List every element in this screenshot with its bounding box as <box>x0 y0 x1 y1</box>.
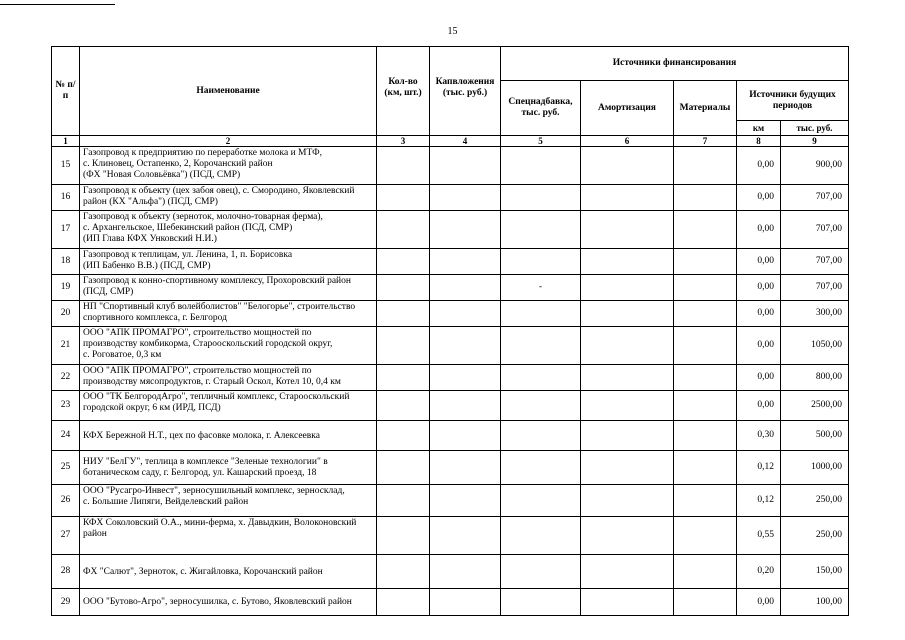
row-capex <box>430 249 501 275</box>
table-row <box>52 391 849 421</box>
row-name <box>80 275 377 301</box>
row-name <box>80 451 377 485</box>
row-name-line: (ПСД, СМР) <box>83 287 134 297</box>
row-name-line: городской округ, 6 км (ИРД, ПСД) <box>83 403 221 413</box>
row-materials <box>674 327 737 365</box>
row-km: 0,00 <box>737 249 781 275</box>
row-km: 0,55 <box>737 517 781 555</box>
row-number: 21 <box>52 327 80 365</box>
row-rub: 707,00 <box>781 249 849 275</box>
top-rule <box>0 4 115 5</box>
table-row <box>52 249 849 275</box>
row-rub: 300,00 <box>781 301 849 327</box>
row-name <box>80 365 377 391</box>
table-row <box>52 301 849 327</box>
row-capex <box>430 327 501 365</box>
row-rub: 1000,00 <box>781 451 849 485</box>
row-capex <box>430 485 501 517</box>
row-amort <box>581 391 674 421</box>
row-qty <box>377 517 430 555</box>
row-name-line: ООО "АПК ПРОМАГРО", строительство мощностей по <box>83 328 312 338</box>
row-special <box>501 185 581 211</box>
col-number: 5 <box>501 136 581 147</box>
row-amort <box>581 301 674 327</box>
row-qty <box>377 555 430 589</box>
row-capex <box>430 147 501 185</box>
row-special <box>501 589 581 616</box>
row-amort <box>581 451 674 485</box>
header-capex: Капвложения (тыс. руб.) <box>430 47 501 136</box>
row-km: 0,30 <box>737 421 781 451</box>
row-capex <box>430 517 501 555</box>
row-special <box>501 147 581 185</box>
row-materials <box>674 185 737 211</box>
row-capex <box>430 185 501 211</box>
row-number: 15 <box>52 147 80 185</box>
row-special <box>501 451 581 485</box>
row-km: 0,12 <box>737 451 781 485</box>
row-materials <box>674 275 737 301</box>
row-number: 29 <box>52 589 80 616</box>
header-materials: Материалы <box>674 81 737 136</box>
row-amort <box>581 147 674 185</box>
table-row <box>52 555 849 589</box>
row-rub: 500,00 <box>781 421 849 451</box>
row-rub: 800,00 <box>781 365 849 391</box>
row-name-line: КФХ Бережной Н.Т., цех по фасовке молока, г. Алексеевка <box>83 430 320 441</box>
row-name <box>80 249 377 275</box>
row-name <box>80 327 377 365</box>
row-qty <box>377 147 430 185</box>
row-name <box>80 421 377 451</box>
row-capex <box>430 421 501 451</box>
row-materials <box>674 147 737 185</box>
row-qty <box>377 421 430 451</box>
row-materials <box>674 589 737 616</box>
row-number: 25 <box>52 451 80 485</box>
row-special <box>501 327 581 365</box>
header-amort: Амортизация <box>581 81 674 136</box>
row-qty <box>377 327 430 365</box>
header-future: Источники будущих периодов <box>737 81 849 121</box>
row-capex <box>430 555 501 589</box>
row-name-line: ООО "Бутово-Агро", зерносушилка, с. Бутово, Яковлевский район <box>83 597 352 607</box>
row-amort <box>581 555 674 589</box>
row-name <box>80 589 377 616</box>
row-name <box>80 485 377 517</box>
row-rub: 1050,00 <box>781 327 849 365</box>
row-name-line: Газопровод к объекту (цех забоя овец), с. Смородино, Яковлевский <box>83 186 355 196</box>
row-name-line: район (КХ "Альфа") (ПСД, СМР) <box>83 197 218 207</box>
row-amort <box>581 365 674 391</box>
table-row <box>52 275 849 301</box>
row-special <box>501 391 581 421</box>
row-number: 22 <box>52 365 80 391</box>
row-amort <box>581 249 674 275</box>
row-special <box>501 421 581 451</box>
row-special <box>501 555 581 589</box>
row-name-line: ООО "АПК ПРОМАГРО", строительство мощностей по <box>83 366 312 376</box>
row-amort <box>581 589 674 616</box>
row-materials <box>674 249 737 275</box>
row-capex <box>430 451 501 485</box>
row-name-line: НИУ "БелГУ", теплица в комплексе "Зеленые технологии" в <box>83 457 328 467</box>
row-name-line: производству комбикорма, Старооскольский городской округ, <box>83 339 333 349</box>
row-name-line: КФХ Соколовский О.А., мини-ферма, х. Давыдкин, Волоконовский <box>83 518 357 528</box>
row-rub: 2500,00 <box>781 391 849 421</box>
row-materials <box>674 421 737 451</box>
header-special: Спецнадбавка, тыс. руб. <box>501 81 581 136</box>
row-name <box>80 555 377 589</box>
row-number: 17 <box>52 211 80 249</box>
row-number: 19 <box>52 275 80 301</box>
row-rub: 900,00 <box>781 147 849 185</box>
row-km: 0,00 <box>737 589 781 616</box>
row-km: 0,00 <box>737 327 781 365</box>
row-name <box>80 391 377 421</box>
row-materials <box>674 517 737 555</box>
row-name <box>80 301 377 327</box>
row-name-line: ФХ "Салют", Зерноток, с. Жигайловка, Корочанский район <box>83 566 323 577</box>
row-amort <box>581 517 674 555</box>
row-qty <box>377 589 430 616</box>
row-km: 0,12 <box>737 485 781 517</box>
col-number: 2 <box>80 136 377 147</box>
table-row <box>52 451 849 485</box>
row-name-line: Газопровод к конно-спортивному комплексу, Прохоровский район <box>83 276 351 286</box>
row-qty <box>377 211 430 249</box>
row-special <box>501 301 581 327</box>
row-materials <box>674 391 737 421</box>
row-name-line: (ИП Бабенко В.В.) (ПСД, СМР) <box>83 261 211 271</box>
header-num: № п/п <box>52 47 80 136</box>
col-number: 7 <box>674 136 737 147</box>
row-km: 0,00 <box>737 147 781 185</box>
row-rub: 707,00 <box>781 211 849 249</box>
row-name-line: ООО "ТК БелгородАгро", тепличный комплекс, Старооскольский <box>83 392 350 402</box>
row-km: 0,00 <box>737 185 781 211</box>
row-amort <box>581 485 674 517</box>
table-row <box>52 421 849 451</box>
col-number: 1 <box>52 136 80 147</box>
row-number: 20 <box>52 301 80 327</box>
row-number: 23 <box>52 391 80 421</box>
row-rub: 100,00 <box>781 589 849 616</box>
row-name-line: производству мясопродуктов, г. Старый Оскол, Котел 10, 0,4 км <box>83 377 341 387</box>
row-km: 0,00 <box>737 275 781 301</box>
row-qty <box>377 275 430 301</box>
row-km: 0,00 <box>737 365 781 391</box>
header-rub: тыс. руб. <box>781 121 849 136</box>
row-km: 0,00 <box>737 211 781 249</box>
row-name-line: ботаническом саду, г. Белгород, ул. Кашарский проезд, 18 <box>83 468 317 478</box>
row-name-line: Газопровод к теплицам, ул. Ленина, 1, п. Борисовка <box>83 250 293 260</box>
table-row <box>52 211 849 249</box>
row-qty <box>377 451 430 485</box>
table-row <box>52 589 849 616</box>
row-materials <box>674 485 737 517</box>
row-number: 26 <box>52 485 80 517</box>
row-km: 0,00 <box>737 301 781 327</box>
row-name-line: (ИП Глава КФХ Унковский Н.И.) <box>83 234 217 244</box>
table-row <box>52 185 849 211</box>
row-qty <box>377 301 430 327</box>
row-capex <box>430 211 501 249</box>
row-number: 27 <box>52 517 80 555</box>
row-name-line: с. Архангельское, Шебекинский район (ПСД, СМР) <box>83 223 293 233</box>
col-number: 6 <box>581 136 674 147</box>
row-name-line: с. Клиновец, Остапенко, 2, Корочанский район <box>83 159 273 169</box>
col-number: 9 <box>781 136 849 147</box>
table-row <box>52 365 849 391</box>
row-capex <box>430 365 501 391</box>
row-name-line: ООО "Русагро-Инвест", зерносушильный комплекс, зерносклад, <box>83 486 345 496</box>
header-funding: Источники финансирования <box>501 47 849 81</box>
row-number: 24 <box>52 421 80 451</box>
row-name-line: Газопровод к предприятию по переработке молока и МТФ, <box>83 148 322 158</box>
row-capex <box>430 589 501 616</box>
row-number: 18 <box>52 249 80 275</box>
row-materials <box>674 451 737 485</box>
row-name-line: район <box>83 529 107 539</box>
row-special <box>501 249 581 275</box>
header-name: Наименование <box>80 47 377 136</box>
row-amort <box>581 275 674 301</box>
row-number: 28 <box>52 555 80 589</box>
row-materials <box>674 555 737 589</box>
row-name-line: НП "Спортивный клуб волейболистов" "Белогорье", строительство <box>83 302 356 312</box>
row-qty <box>377 365 430 391</box>
row-rub: 250,00 <box>781 517 849 555</box>
row-name <box>80 211 377 249</box>
row-amort <box>581 327 674 365</box>
row-name-line: (ФХ "Новая Соловьёвка") (ПСД, СМР) <box>83 170 241 180</box>
row-amort <box>581 421 674 451</box>
row-special <box>501 211 581 249</box>
funding-table <box>51 46 849 616</box>
row-special <box>501 517 581 555</box>
row-qty <box>377 485 430 517</box>
row-capex <box>430 275 501 301</box>
row-name <box>80 147 377 185</box>
table-row <box>52 147 849 185</box>
table-row <box>52 327 849 365</box>
row-name-line: Газопровод к объекту (зерноток, молочно-товарная ферма), <box>83 212 323 222</box>
row-name-line: с. Роговатое, 0,3 км <box>83 350 162 360</box>
row-name <box>80 517 377 555</box>
row-capex <box>430 391 501 421</box>
row-rub: 250,00 <box>781 485 849 517</box>
row-special: - <box>501 275 581 301</box>
row-amort <box>581 211 674 249</box>
row-special <box>501 485 581 517</box>
col-number: 4 <box>430 136 501 147</box>
row-name <box>80 185 377 211</box>
row-name-line: спортивного комплекса, г. Белгород <box>83 313 227 323</box>
row-qty <box>377 391 430 421</box>
row-capex <box>430 301 501 327</box>
table-row <box>52 485 849 517</box>
header-km: км <box>737 121 781 136</box>
col-number: 3 <box>377 136 430 147</box>
row-rub: 707,00 <box>781 275 849 301</box>
row-name-line: с. Большие Липяги, Вейделевский район <box>83 497 249 507</box>
row-km: 0,00 <box>737 391 781 421</box>
row-qty <box>377 185 430 211</box>
row-amort <box>581 185 674 211</box>
row-materials <box>674 211 737 249</box>
row-km: 0,20 <box>737 555 781 589</box>
page-number: 15 <box>447 26 458 37</box>
table-row <box>52 517 849 555</box>
col-number: 8 <box>737 136 781 147</box>
header-qty: Кол-во (км, шт.) <box>377 47 430 136</box>
row-rub: 150,00 <box>781 555 849 589</box>
row-special <box>501 365 581 391</box>
row-rub: 707,00 <box>781 185 849 211</box>
row-materials <box>674 365 737 391</box>
row-qty <box>377 249 430 275</box>
row-number: 16 <box>52 185 80 211</box>
row-materials <box>674 301 737 327</box>
